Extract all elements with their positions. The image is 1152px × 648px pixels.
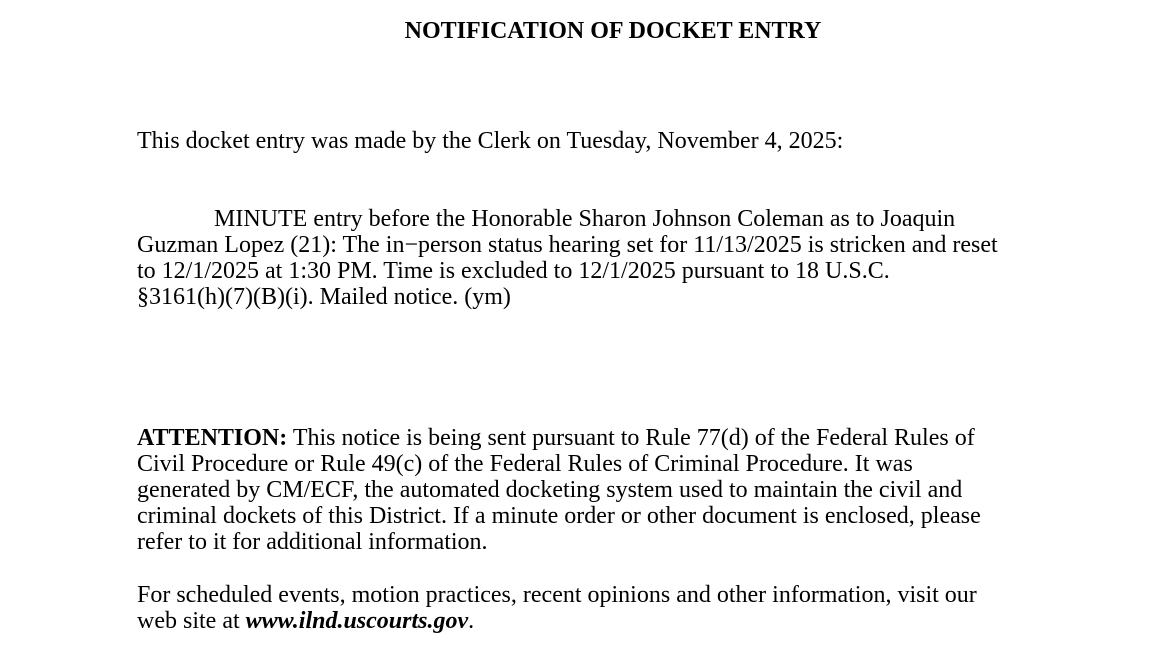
attention-label: ATTENTION:	[137, 425, 288, 451]
attention-first-line-text: This notice is being sent pursuant to Rule 77(d) of the Federal Rules of	[287, 425, 975, 451]
attention-line: criminal dockets of this District. If a minute order or other document is enclosed, please	[137, 503, 981, 529]
attention-line: refer to it for additional information.	[137, 529, 488, 555]
footer-suffix: .	[468, 608, 475, 634]
attention-line: Civil Procedure or Rule 49(c) of the Federal Rules of Criminal Procedure. It was	[137, 451, 913, 477]
minute-entry-line: to 12/1/2025 at 1:30 PM. Time is excluded to 12/1/2025 pursuant to 18 U.S.C.	[137, 258, 890, 284]
page-title: NOTIFICATION OF DOCKET ENTRY	[404, 18, 822, 44]
footer-line-2	[137, 608, 1097, 634]
website-link[interactable]: www.ilnd.uscourts.gov	[245, 608, 469, 634]
minute-entry-line: Guzman Lopez (21): The in−person status hearing set for 11/13/2025 is stricken and reset	[137, 232, 998, 258]
minute-entry-line: MINUTE entry before the Honorable Sharon Johnson Coleman as to Joaquin	[214, 206, 956, 232]
attention-first-line	[137, 425, 1097, 451]
attention-line: generated by CM/ECF, the automated docketing system used to maintain the civil and	[137, 477, 963, 503]
footer-prefix: web site at	[137, 608, 246, 634]
minute-entry-line: §3161(h)(7)(B)(i). Mailed notice. (ym)	[137, 284, 511, 310]
attention-notice	[137, 425, 1097, 555]
intro-text: This docket entry was made by the Clerk on Tuesday, November 4, 2025:	[137, 128, 844, 154]
footer-info	[137, 582, 1097, 634]
footer-line: For scheduled events, motion practices, recent opinions and other information, visit our	[137, 582, 977, 608]
minute-entry	[137, 206, 1097, 310]
